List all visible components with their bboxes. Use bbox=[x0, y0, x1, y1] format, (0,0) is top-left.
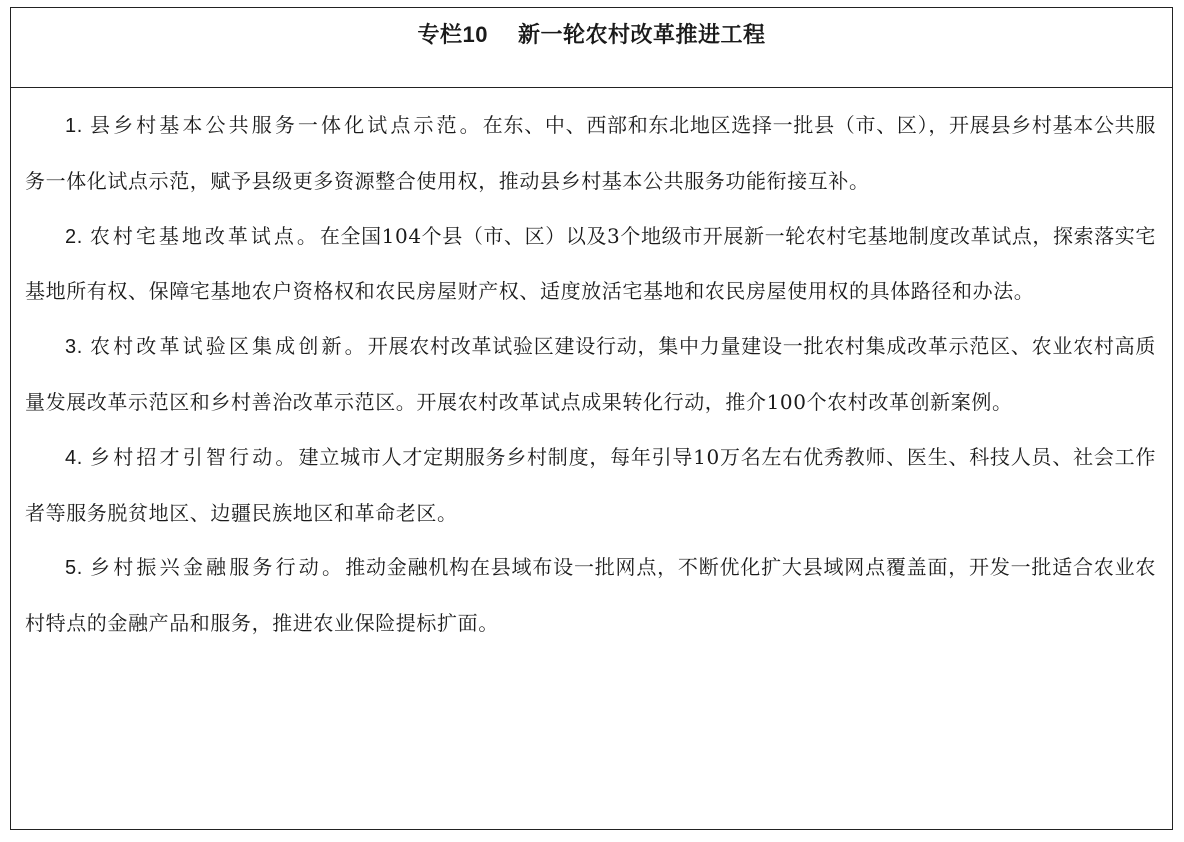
item-number: 4. bbox=[65, 446, 83, 469]
item-number: 5. bbox=[65, 557, 83, 580]
item-text: 推动金融机构在县域布设一批网点，不断优化扩大县域网点覆盖面，开发一批适合农业农村特点的金融产品和服务，推进农业保险提标扩面。 bbox=[25, 555, 1157, 636]
item-heading: 农村改革试验区集成创新。 bbox=[90, 334, 368, 359]
item-text: 建立城市人才定期服务乡村制度，每年引导10万名左右优秀教师、医生、科技人员、社会工作者等服务脱贫地区、边疆民族地区和革命老区。 bbox=[25, 444, 1156, 525]
item-heading: 农村宅基地改革试点。 bbox=[89, 223, 320, 248]
item-heading: 乡村招才引智行动。 bbox=[90, 444, 299, 469]
list-item bbox=[25, 430, 1156, 541]
item-number: 1. bbox=[65, 115, 83, 137]
column-label: 专栏10 bbox=[417, 22, 488, 47]
column-title-text: 新一轮农村改革推进工程 bbox=[517, 22, 766, 48]
list-item bbox=[25, 98, 1156, 209]
column-body bbox=[11, 88, 1172, 651]
item-text: 在东、中、西部和东北地区选择一批县（市、区），开展县乡村基本公共服务一体化试点示范，赋予县级更多资源整合使用权，推动县乡村基本公共服务功能衔接互补。 bbox=[25, 113, 1156, 193]
list-item bbox=[25, 319, 1156, 430]
item-text: 开展农村改革试验区建设行动，集中力量建设一批农村集成改革示范区、农业农村高质量发展改革示范区和乡村善治改革示范区。开展农村改革试点成果转化行动，推介100个农村改革创新案例。 bbox=[25, 334, 1156, 414]
column-box bbox=[10, 7, 1173, 830]
item-heading: 县乡村基本公共服务一体化试点示范。 bbox=[89, 113, 483, 137]
list-item bbox=[25, 209, 1156, 320]
column-title bbox=[418, 20, 766, 50]
item-number: 2. bbox=[65, 225, 83, 248]
item-heading: 乡村振兴金融服务行动。 bbox=[90, 555, 346, 580]
item-number: 3. bbox=[65, 336, 83, 359]
column-header bbox=[11, 8, 1172, 88]
item-text: 在全国104个县（市、区）以及3个地级市开展新一轮农村宅基地制度改革试点，探索落实宅基地所有权、保障宅基地农户资格权和农民房屋财产权、适度放活宅基地和农民房屋使用权的具体路径和办法。 bbox=[25, 223, 1156, 304]
list-item bbox=[25, 540, 1156, 651]
